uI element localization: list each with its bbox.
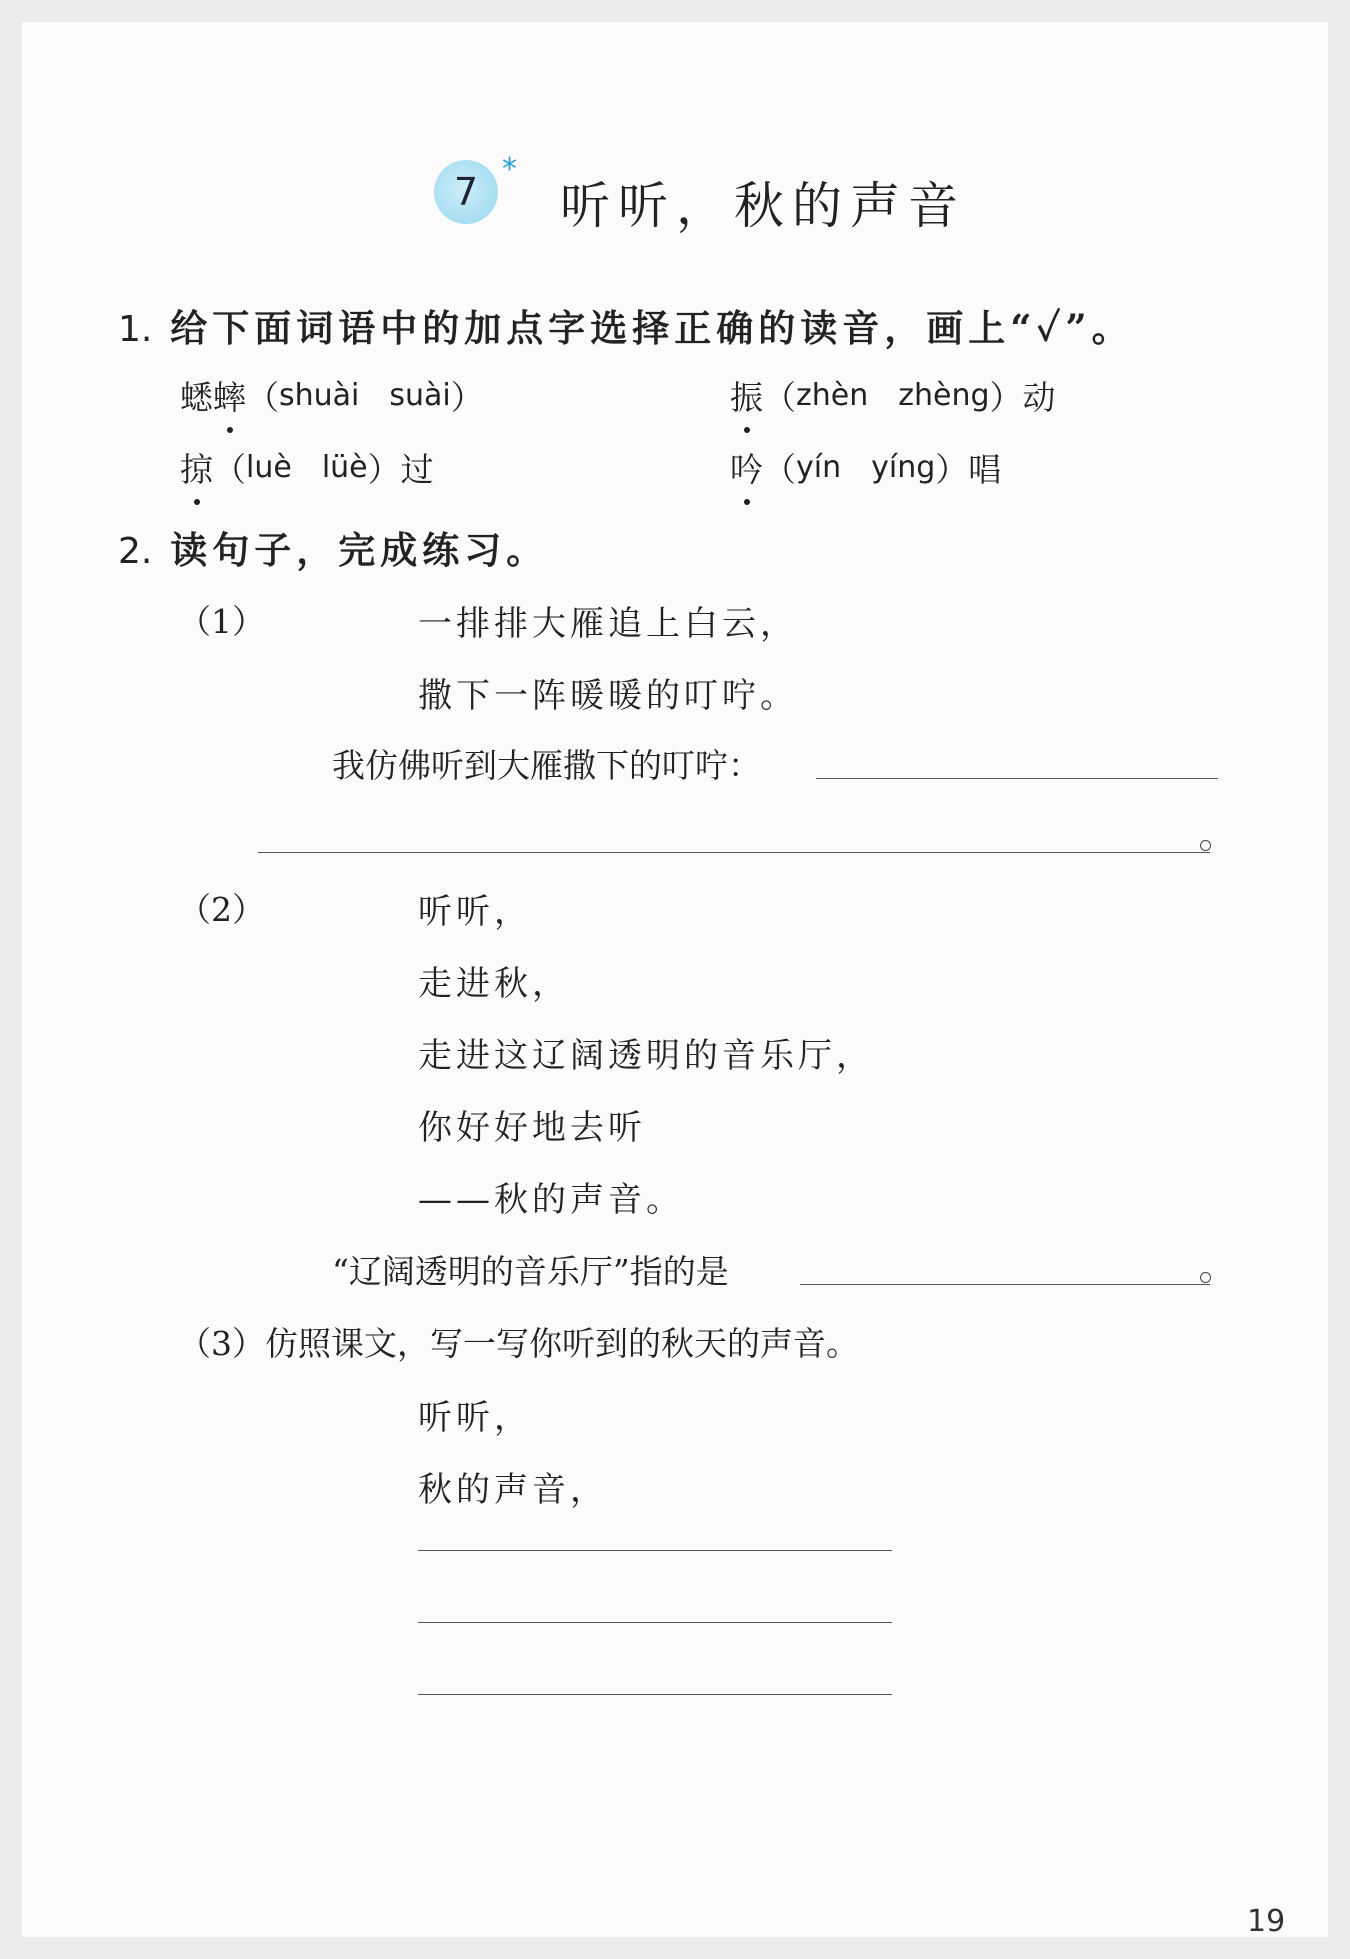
part-3-answer-line-3[interactable]	[418, 1694, 892, 1695]
page-number: 19	[1247, 1904, 1286, 1939]
item-1-dotted-char: 蟀	[213, 372, 246, 419]
item-2-open-paren: （	[763, 378, 796, 417]
lesson-asterisk: *	[502, 152, 517, 187]
item-4-after: 唱	[968, 450, 1002, 489]
part-1-answer-line-1[interactable]	[816, 778, 1218, 779]
part-2-line-2: 走进秋，	[418, 964, 570, 1004]
part-2-question: “辽阔透明的音乐厅”指的是	[332, 1252, 729, 1291]
part-3-answer-line-1[interactable]	[418, 1550, 892, 1551]
item-1-option-1[interactable]: shuài	[279, 378, 360, 413]
part-1-question: 我仿佛听到大雁撒下的叮咛：	[332, 746, 761, 785]
pinyin-item-4	[730, 444, 1001, 491]
period-mark	[1200, 840, 1211, 851]
item-4-close-paren: ）	[935, 450, 969, 489]
question-2-heading	[118, 520, 548, 574]
item-4-dotted-char: 吟	[730, 444, 763, 491]
part-2-label: （2）	[178, 890, 265, 929]
part-2-line-3: 走进这辽阔透明的音乐厅，	[418, 1036, 874, 1076]
question-1-heading	[118, 298, 1134, 352]
item-1-char: 蟋	[180, 378, 213, 417]
item-3-close-paren: ）	[367, 450, 401, 489]
question-2-prompt: 读句子，完成练习。	[170, 528, 549, 572]
part-1-label: （1）	[178, 602, 265, 641]
item-1-open-paren: （	[246, 378, 279, 417]
part-1-line-2: 撒下一阵暖暖的叮咛。	[418, 676, 798, 716]
pinyin-item-1	[180, 372, 484, 419]
item-1-option-2[interactable]: suài	[389, 378, 451, 413]
item-4-option-2[interactable]: yíng	[871, 450, 936, 485]
pinyin-item-3	[180, 444, 434, 491]
part-2-answer-line[interactable]	[800, 1284, 1210, 1285]
part-2-line-1: 听听，	[418, 892, 532, 932]
lesson-title: 听听，秋的声音	[560, 177, 966, 235]
part-3-heading	[178, 1318, 859, 1365]
part-3-line-1: 听听，	[418, 1398, 532, 1438]
part-1-line-1: 一排排大雁追上白云，	[418, 604, 798, 644]
item-3-option-1[interactable]: luè	[246, 450, 292, 485]
question-1-number: 1.	[118, 309, 153, 350]
item-3-option-2[interactable]: lüè	[321, 450, 368, 485]
item-3-open-paren: （	[213, 450, 246, 489]
item-2-dotted-char: 振	[730, 372, 763, 419]
period-mark	[1200, 1272, 1211, 1283]
item-2-after: 动	[1022, 378, 1056, 417]
part-2-line-4: 你好好地去听	[418, 1108, 646, 1148]
workbook-page	[22, 22, 1328, 1937]
lesson-number: 7	[453, 170, 479, 214]
question-2-number: 2.	[118, 531, 153, 572]
item-3-dotted-char: 掠	[180, 444, 213, 491]
part-3-label: （3）	[178, 1324, 265, 1363]
part-2-line-5: ——秋的声音。	[418, 1180, 684, 1220]
item-3-after: 过	[400, 450, 434, 489]
part-3-instruction: 仿照课文，写一写你听到的秋天的声音。	[265, 1324, 859, 1363]
part-3-answer-line-2[interactable]	[418, 1622, 892, 1623]
item-1-close-paren: ）	[450, 378, 484, 417]
item-4-option-1[interactable]: yín	[796, 450, 842, 485]
item-2-option-1[interactable]: zhèn	[796, 378, 869, 413]
question-1-prompt: 给下面词语中的加点字选择正确的读音，画上“✓”。	[170, 306, 1134, 350]
item-2-option-2[interactable]: zhèng	[898, 378, 990, 413]
part-3-line-2: 秋的声音，	[418, 1470, 608, 1510]
part-1-answer-line-2[interactable]	[258, 852, 1210, 853]
pinyin-item-2	[730, 372, 1056, 419]
item-2-close-paren: ）	[989, 378, 1023, 417]
item-4-open-paren: （	[763, 450, 796, 489]
